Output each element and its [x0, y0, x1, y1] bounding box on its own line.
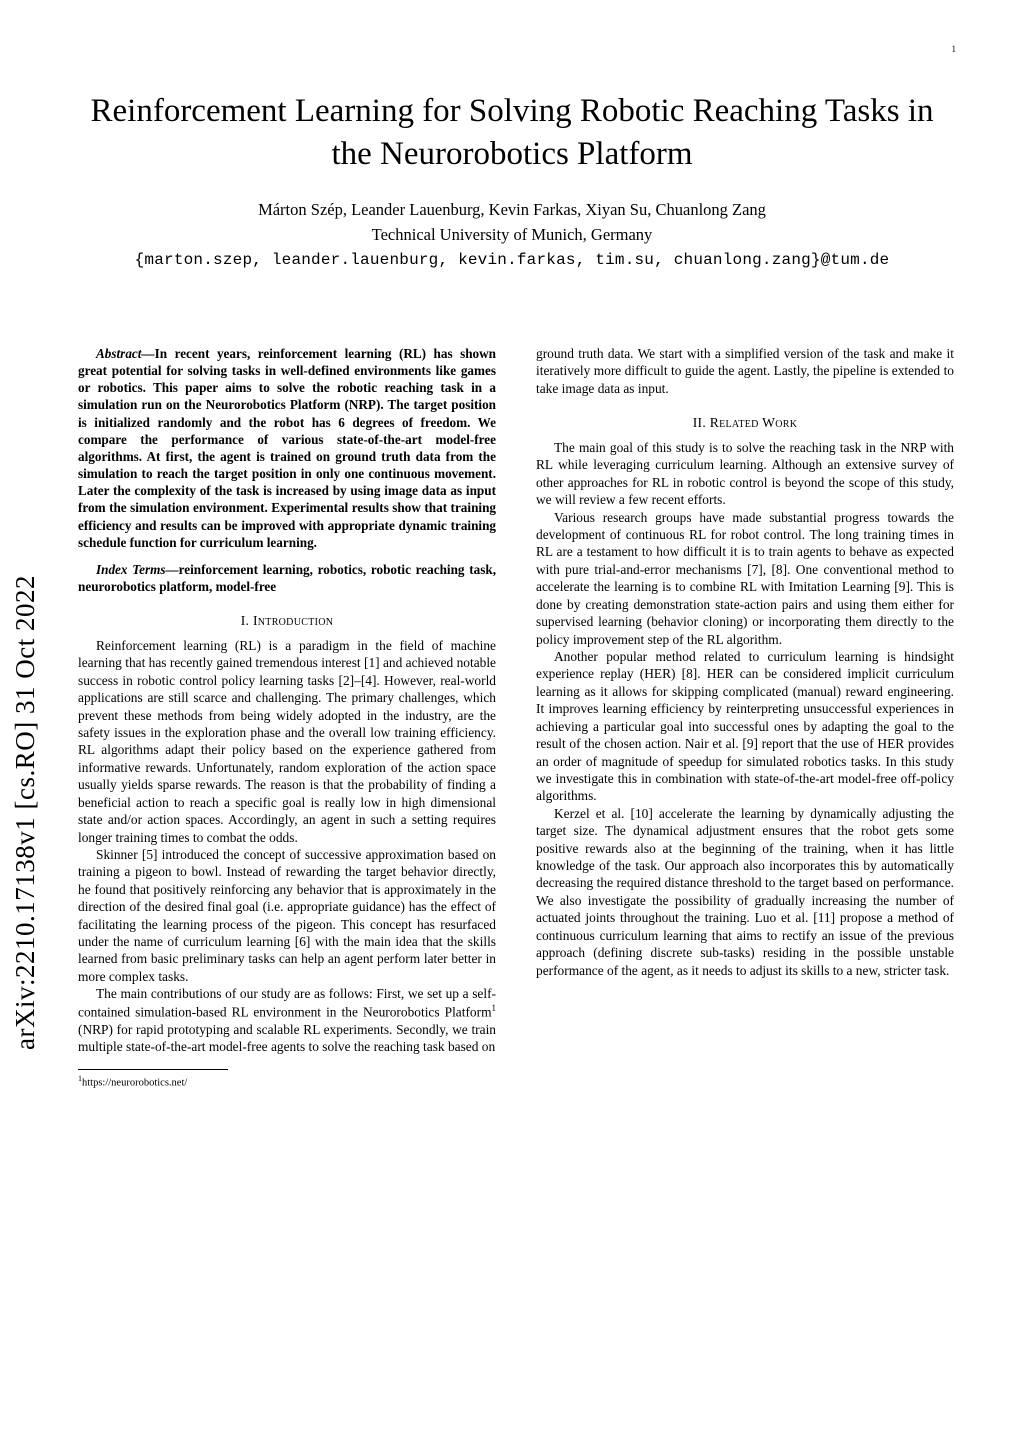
- paragraph-intro-3-part-a: The main contributions of our study are as follows: First, we set up a self-contained simulation-based RL environment in the Neurorobotics Platform: [78, 986, 496, 1020]
- paragraph-intro-1: Reinforcement learning (RL) is a paradigm in the field of machine learning that has recently gained tremendous interest [1] and achieved notable success in robotic control policy learning tasks [2]–[4]. However, real-world applications are still scarce and challenging. The primary challenges, which prevent these methods from being widely adopted in the industry, are the safety issues in the exploration phase and the overall low training efficiency. RL algorithms adapt their policy based on the experience gathered from informative rewards. Unfortunately, random exploration of the action space usually yields sparse rewards. The reason is that the probability of finding a beneficial action to reach a specific goal is really low in high dimensional state and/or action spaces. Accordingly, an agent in such a setting requires longer training times to combat the odds.: [78, 637, 496, 845]
- title-block: [80, 90, 944, 269]
- paragraph-intro-2: Skinner [5] introduced the concept of successive approximation based on training a pigeon to bowl. Instead of rewarding the target behavior directly, he found that positively reinforcing any behavior that is approximately in the direction of the desired final goal (i.e. appropriate guidance) has the effect of facilitating the learning process of the pigeon. This concept has resurfaced under the name of curriculum learning [6] with the main idea that the skills learned from basic preliminary tasks can help an agent perform later better in more complex tasks.: [78, 846, 496, 984]
- arxiv-stamp: arXiv:2210.17138v1 [cs.RO] 31 Oct 2022: [10, 575, 40, 1050]
- footnote-reference: 1: [491, 1002, 496, 1013]
- paragraph-related-4: Kerzel et al. [10] accelerate the learning by dynamically adjusting the target size. The dynamical adjustment ensures that the robot gets some positive rewards also at the beginning of the training, when it has little knowledge of the task. Our approach also incorporates this by automatically decreasing the required distance threshold to the target based on performance. We also investigate the possibility of gradually increasing the number of actuated joints throughout the training. Luo et al. [11] propose a method of continuous curriculum learning that aims to rectify an issue of the previous approach (defining discrete sub-tasks) residing in the possible unstable performance of the agent, as it needs to adjust its skills to a new, stricter task.: [536, 805, 954, 978]
- section-number-introduction: I.: [240, 613, 250, 629]
- index-terms-text: reinforcement learning, robotics, robotic reaching task, neurorobotics platform, model-free: [78, 561, 496, 595]
- page-title: Reinforcement Learning for Solving Robotic Reaching Tasks in the Neurorobotics Platform: [90, 93, 934, 172]
- index-terms-paragraph: [78, 561, 496, 595]
- left-column: [78, 345, 496, 1090]
- footnote-divider: [78, 1069, 228, 1070]
- right-column: [536, 345, 954, 979]
- footnote: [78, 1074, 496, 1090]
- section-title-related-work: Related Work: [709, 415, 798, 431]
- section-heading-related-work: [536, 414, 954, 432]
- paragraph-intro-3-part-b: (NRP) for rapid prototyping and scalable RL experiments. Secondly, we train multiple state-of-the-art model-free agents to solve the reaching task based on: [78, 1021, 496, 1055]
- footnote-marker: 1: [78, 1074, 82, 1084]
- paragraph-related-3: Another popular method related to curriculum learning is hindsight experience replay (HER) [8]. HER can be considered implicit curriculum learning as it allows for skipping complicated (manual) reward engineering. It improves learning efficiency by reinterpreting unsuccessful experiences in achieving a particular goal into successful ones by adapting the goal to the result of the chosen action. Nair et al. [9] report that the use of HER provides an order of magnitude of speedup for simulated robotics tasks. In this study we investigate this in combination with state-of-the-art model-free off-policy algorithms.: [536, 649, 954, 804]
- body-columns: [78, 345, 954, 1365]
- abstract-text: In recent years, reinforcement learning (RL) has shown great potential for solving tasks in well-defined environments like games or robotics. This paper aims to solve the robotic reaching task in a simulation run on the Neurorobotics Platform (NRP). The target position is initialized randomly and the robot has 6 degrees of freedom. We compare the performance of various state-of-the-art model-free algorithms. At first, the agent is trained on ground truth data from the simulation to reach the target position in only one continuous movement. Later the complexity of the task is increased by using image data as input from the simulation environment. Experimental results show that training efficiency and results can be improved with appropriate dynamic training schedule function for curriculum learning.: [78, 346, 496, 550]
- page-number: 1: [951, 44, 956, 54]
- paragraph-intro-3: [78, 985, 496, 1055]
- section-heading-introduction: [78, 612, 496, 630]
- abstract-paragraph: [78, 345, 496, 551]
- email-line: {marton.szep, leander.lauenburg, kevin.farkas, tim.su, chuanlong.zang}@tum.de: [134, 251, 890, 270]
- abstract-lead: Abstract—: [96, 346, 155, 361]
- index-terms-lead: Index Terms—: [96, 561, 179, 577]
- affiliation: Technical University of Munich, Germany: [371, 224, 653, 244]
- paragraph-intro-continued: ground truth data. We start with a simplified version of the task and make it iteratively more difficult to guide the agent. Lastly, the pipeline is extended to take image data as input.: [536, 346, 954, 396]
- footnote-text: https://neurorobotics.net/: [82, 1077, 188, 1089]
- paragraph-related-1: The main goal of this study is to solve the reaching task in the NRP with RL while leveraging curriculum learning. Although an extensive survey of other approaches for RL in robotic control is beyond the scope of this study, we will review a few recent efforts.: [536, 439, 954, 508]
- author-list: Márton Szép, Leander Lauenburg, Kevin Farkas, Xiyan Su, Chuanlong Zang: [258, 199, 766, 219]
- section-title-introduction: Introduction: [252, 613, 334, 629]
- section-number-related-work: II.: [692, 415, 707, 431]
- paragraph-related-2: Various research groups have made substantial progress towards the development of continuous RL for robot control. The long training times in RL are a testament to how difficult it is to train agents to behave as expected with pure trial-and-error mechanisms [7], [8]. One conventional method to accelerate the learning is to combine RL with Imitation Learning [9]. This is done by creating demonstration state-action pairs and using them either for supervised learning (behavior cloning) or incorporating them directly to the policy improvement step of the RL algorithm.: [536, 509, 954, 647]
